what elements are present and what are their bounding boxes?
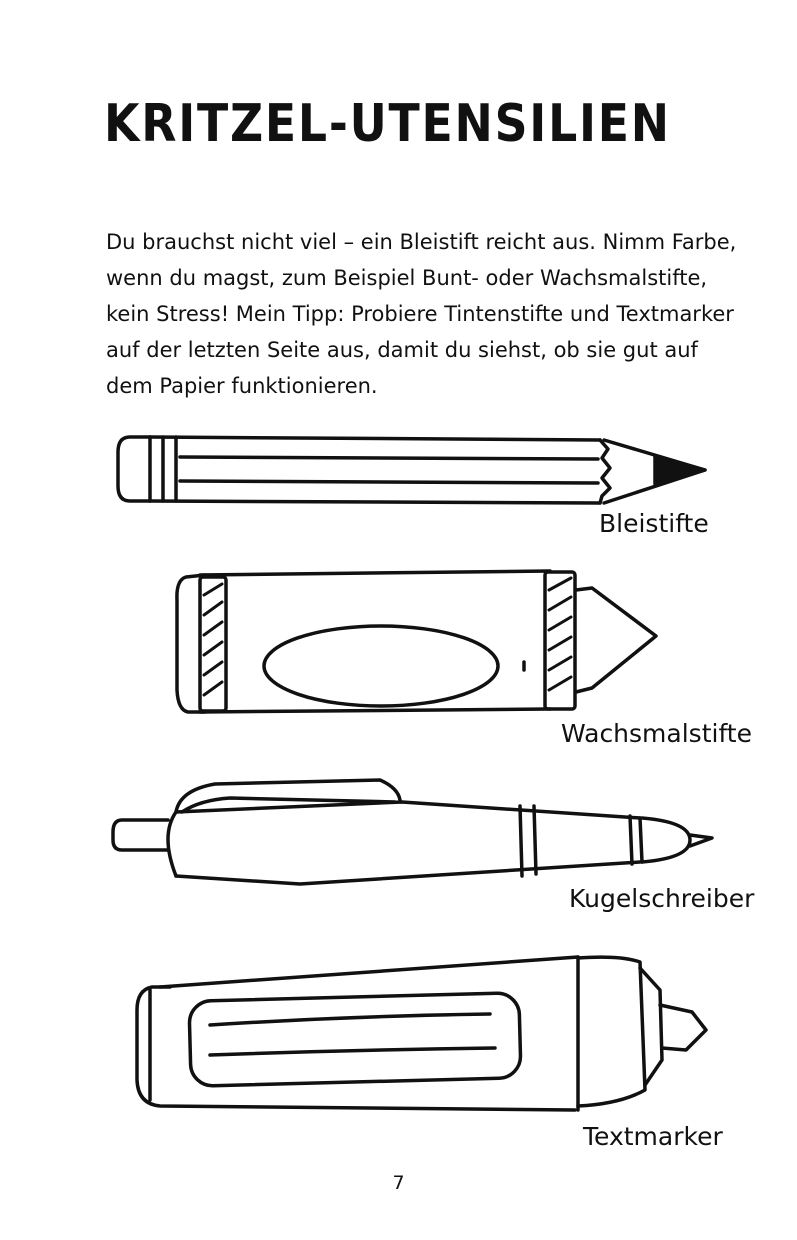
intro-line: dem Papier funktionieren. (106, 374, 378, 398)
page-number: 7 (392, 1172, 405, 1194)
ballpoint-pen-drawing-icon (113, 780, 712, 884)
intro-line: wenn du magst, zum Beispiel Bunt- oder Wachsmalstifte, (106, 266, 708, 290)
highlighter-drawing-icon (137, 957, 706, 1110)
intro-line: auf der letzten Seite aus, damit du siehst, ob sie gut auf (106, 338, 698, 362)
pencil-drawing-icon (118, 437, 705, 503)
page-title: KRITZEL-UTENSILIEN (104, 94, 671, 154)
crayon-drawing-icon (177, 571, 656, 712)
label-wachsmalstifte: Wachsmalstifte (561, 719, 752, 748)
label-textmarker: Textmarker (583, 1122, 723, 1151)
label-bleistifte: Bleistifte (599, 509, 709, 538)
intro-line: Du brauchst nicht viel – ein Bleistift reicht aus. Nimm Farbe, (106, 230, 737, 254)
intro-line: kein Stress! Mein Tipp: Probiere Tintenstifte und Textmarker (106, 302, 734, 326)
label-kugelschreiber: Kugelschreiber (569, 884, 755, 913)
